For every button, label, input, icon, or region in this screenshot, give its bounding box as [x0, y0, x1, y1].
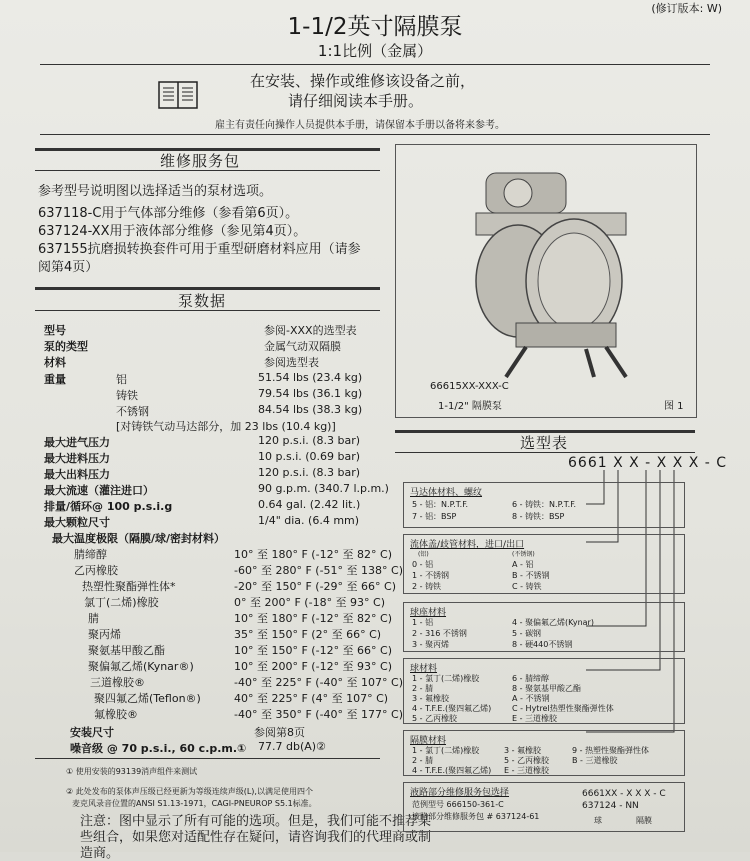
option-item: 5 - 碳钢 [512, 629, 542, 638]
seat-material-box [403, 602, 685, 652]
kit-example-model: 范例型号 666150-361-C [412, 800, 504, 809]
revision-label: (修订版本: W) [651, 2, 722, 15]
fluid-kit-box [403, 782, 685, 832]
option-item: 2 - 腈 [412, 756, 434, 765]
box-title: 流体盖/歧管材料，进口/出口 [410, 540, 525, 550]
kit-example-number: 液路部分维修服务包 # 637124-61 [412, 812, 540, 821]
weight-label: 重量 [44, 373, 66, 386]
figure-caption: 1-1/2" 隔膜泵 [438, 401, 502, 412]
option-item: E - 三道橡胶 [512, 714, 558, 723]
model-label: 型号 [44, 324, 66, 337]
pumpdata-rule-bottom [35, 310, 380, 311]
option-item: 5 - 乙丙橡胶 [504, 756, 550, 765]
service-kit-item: 637118-C用于气体部分维修（参看第6页）。 [38, 206, 299, 221]
temp-value: 35° 至 150° F (2° 至 66° C) [234, 628, 382, 641]
option-item: 6 - 腈缔醇 [512, 674, 550, 683]
spec-value: 120 p.s.i. (8.3 bar) [258, 466, 361, 479]
weight-value: 84.54 lbs (38.3 kg) [258, 403, 363, 416]
ball-material-box [403, 658, 685, 724]
pumpdata-end-rule [35, 758, 380, 759]
kit-ball-label: 球 [594, 816, 602, 825]
option-item: B - 不锈钢 [512, 571, 550, 580]
option-item: 4 - T.F.E.(聚四氟乙烯) [412, 766, 492, 775]
manual-book-icon [158, 80, 198, 110]
temp-name: 聚偏氟乙烯(Kynar®) [88, 660, 194, 673]
weight-name: 不锈钢 [116, 405, 149, 418]
caution-line-1: 注意：图中显示了所有可能的选项。但是，我们可能不推荐某 [80, 814, 432, 829]
temp-name: 氯丁(二烯)橡胶 [84, 596, 159, 609]
temp-name: 热塑性聚酯弹性体* [82, 580, 176, 593]
option-item: 1 - 不锈钢 [412, 571, 450, 580]
option-item: 8 - 硬440不锈钢 [512, 640, 573, 649]
option-item: 3 - 氟橡胶 [412, 694, 450, 703]
spec-label: 最大进气压力 [44, 436, 110, 449]
page-subtitle: 1:1比例（金属） [317, 42, 433, 60]
fluid-cap-box [403, 534, 685, 594]
spec-value: 90 g.p.m. (340.7 l.p.m.) [258, 482, 389, 495]
service-kit-item: 阅第4页） [38, 260, 99, 275]
option-item: C - Hytrel热塑性聚酯弹性体 [512, 704, 614, 713]
pump-data-heading: 泵数据 [178, 292, 227, 310]
option-item: E - 三道橡胶 [504, 766, 550, 775]
figure-1-frame [395, 144, 697, 418]
temp-value: 10° 至 150° F (-12° 至 66° C) [234, 644, 393, 657]
temp-value: -40° 至 225° F (-40° 至 107° C) [234, 676, 403, 689]
install-value: 参阅第8页 [254, 726, 305, 739]
header-divider [40, 64, 710, 65]
temp-value: -60° 至 280° F (-51° 至 138° C) [234, 564, 403, 577]
option-item: A - 不锈钢 [512, 694, 550, 703]
kit-code-kit: 637124 - NN [582, 801, 639, 811]
option-item: 5 - 乙丙橡胶 [412, 714, 458, 723]
weight-name: 铸铁 [116, 389, 138, 402]
warning-divider [40, 134, 710, 135]
box-title: 球材料 [410, 664, 438, 674]
option-item: 3 - 氟橡胶 [504, 746, 542, 755]
spec-value: 0.64 gal. (2.42 lit.) [258, 498, 361, 511]
temp-name: 三道橡胶® [90, 676, 145, 689]
option-item: 4 - 聚偏氟乙烯(Kynar) [512, 618, 594, 627]
selection-model-code: 6661 X X - X X X - C [568, 455, 728, 471]
option-item: 6 - 铸铁：N.P.T.F. [512, 500, 577, 509]
option-item: (铝) [418, 551, 429, 558]
temp-value: 40° 至 225° F (4° 至 107° C) [234, 692, 389, 705]
temp-name: 氟橡胶® [94, 708, 138, 721]
pump-illustration [466, 163, 636, 383]
service-kits-heading: 维修服务包 [160, 152, 241, 170]
spec-label: 排量/循环@ 100 p.s.i.g [44, 500, 173, 513]
figure-model: 66615XX-XXX-C [430, 381, 509, 392]
spec-value: 1/4" dia. (6.4 mm) [258, 514, 360, 527]
spec-label: 最大流速（灌注进口） [44, 484, 154, 497]
option-item: A - 铝 [512, 560, 534, 569]
footnote-1: ① 使用安装的93139消声组件来测试 [66, 767, 198, 776]
temp-name: 腈 [88, 612, 99, 625]
option-item: 1 - 氯丁(二烯)橡胶 [412, 746, 480, 755]
option-item: 8 - 聚氨基甲酸乙酯 [512, 684, 582, 693]
spec-label: 最大颗粒尺寸 [44, 516, 110, 529]
footnote-2a: ② 此处发布的泵体声压级已经更新为等级连续声级(L),以满足使用四个 [66, 787, 313, 796]
material-value: 参阅选型表 [264, 356, 319, 369]
type-value: 金属气动双隔膜 [264, 340, 341, 353]
temp-name: 聚丙烯 [88, 628, 121, 641]
kits-rule-bottom [35, 170, 380, 171]
temp-name: 聚四氟乙烯(Teflon®) [94, 692, 201, 705]
spec-value: 10 p.s.i. (0.69 bar) [258, 450, 361, 463]
temp-value: -40° 至 350° F (-40° 至 177° C) [234, 708, 403, 721]
temp-value: 0° 至 200° F (-18° 至 93° C) [234, 596, 386, 609]
noise-label: 噪音级 @ 70 p.s.i., 60 c.p.m.① [70, 742, 247, 755]
temp-value: 10° 至 200° F (-12° 至 93° C) [234, 660, 393, 673]
warning-line-1: 在安装、操作或维修该设备之前， [250, 72, 476, 90]
warning-line-2: 请仔细阅读本手册。 [288, 92, 424, 110]
spec-value: 120 p.s.i. (8.3 bar) [258, 434, 361, 447]
model-value: 参阅-XXX的选型表 [264, 324, 357, 337]
motor-material-box [403, 482, 685, 528]
footnote-2b: 麦克风录音位置的ANSI S1.13-1971，CAGI-PNEUROP S5.1标准。 [72, 799, 317, 808]
box-title: 液路部分维修服务包选择 [410, 788, 510, 798]
option-item: 2 - 腈 [412, 684, 434, 693]
kit-code-model: 6661XX - X X X - C [582, 789, 666, 799]
box-title: 球座材料 [410, 608, 447, 618]
service-kit-item: 637155抗磨损转换套件可用于重型研磨材料应用（请参 [38, 242, 361, 257]
option-item: 2 - 铸铁 [412, 582, 442, 591]
caution-line-2: 些组合，如果您对适配性存在疑问，请咨询我们的代理商或制 [80, 830, 432, 845]
noise-value: 77.7 db(A)② [258, 740, 326, 753]
selection-heading: 选型表 [520, 434, 569, 452]
option-item: 9 - 热塑性聚酯弹性体 [572, 746, 650, 755]
diaphragm-material-box [403, 730, 685, 776]
temp-name: 聚氨基甲酸乙酯 [88, 644, 165, 657]
page-title: 1-1/2英寸隔膜泵 [287, 14, 463, 40]
figure-label: 图 1 [664, 401, 684, 412]
option-item: (不锈钢) [512, 551, 535, 558]
weight-name: 铝 [116, 373, 127, 386]
temp-name: 腈缔醇 [74, 548, 107, 561]
type-label: 泵的类型 [44, 340, 88, 353]
option-item: 3 - 聚丙烯 [412, 640, 450, 649]
warning-line-3: 雇主有责任向操作人员提供本手册，请保留本手册以备将来参考。 [215, 120, 505, 131]
temp-name: 乙丙橡胶 [74, 564, 118, 577]
install-label: 安装尺寸 [70, 726, 114, 739]
box-title: 马达体材料、螺纹 [410, 488, 483, 498]
weight-value: 79.54 lbs (36.1 kg) [258, 387, 363, 400]
option-item: 1 - 氯丁(二烯)橡胶 [412, 674, 480, 683]
option-item: 1 - 铝 [412, 618, 434, 627]
temp-label: 最大温度极限（隔膜/球/密封材料） [52, 532, 226, 545]
service-kits-intro: 参考型号说明图以选择适当的泵材选项。 [38, 184, 273, 199]
option-item: 7 - 铝：BSP [412, 512, 457, 521]
temp-value: -20° 至 150° F (-29° 至 66° C) [234, 580, 396, 593]
spec-label: 最大出料压力 [44, 468, 110, 481]
option-item: C - 铸铁 [512, 582, 542, 591]
caution-line-3: 造商。 [80, 846, 120, 861]
box-title: 隔膜材料 [410, 736, 447, 746]
selection-rule-bottom [395, 452, 695, 453]
option-item: 0 - 铝 [412, 560, 434, 569]
option-item: 2 - 316 不锈钢 [412, 629, 467, 638]
spec-label: 最大进料压力 [44, 452, 110, 465]
service-kit-item: 637124-XX用于液体部分维修（参见第4页）。 [38, 224, 307, 239]
option-item: B - 三道橡胶 [572, 756, 618, 765]
option-item: 5 - 铝：N.P.T.F. [412, 500, 469, 509]
weight-value: 51.54 lbs (23.4 kg) [258, 371, 363, 384]
weight-note: [对铸铁气动马达部分，加 23 lbs (10.4 kg)] [116, 420, 336, 433]
temp-value: 10° 至 180° F (-12° 至 82° C) [234, 612, 393, 625]
material-label: 材料 [44, 356, 66, 369]
temp-value: 10° 至 180° F (-12° 至 82° C) [234, 548, 393, 561]
option-item: 4 - T.F.E.(聚四氟乙烯) [412, 704, 492, 713]
kit-diaphragm-label: 隔膜 [636, 816, 652, 825]
option-item: 8 - 铸铁：BSP [512, 512, 565, 521]
